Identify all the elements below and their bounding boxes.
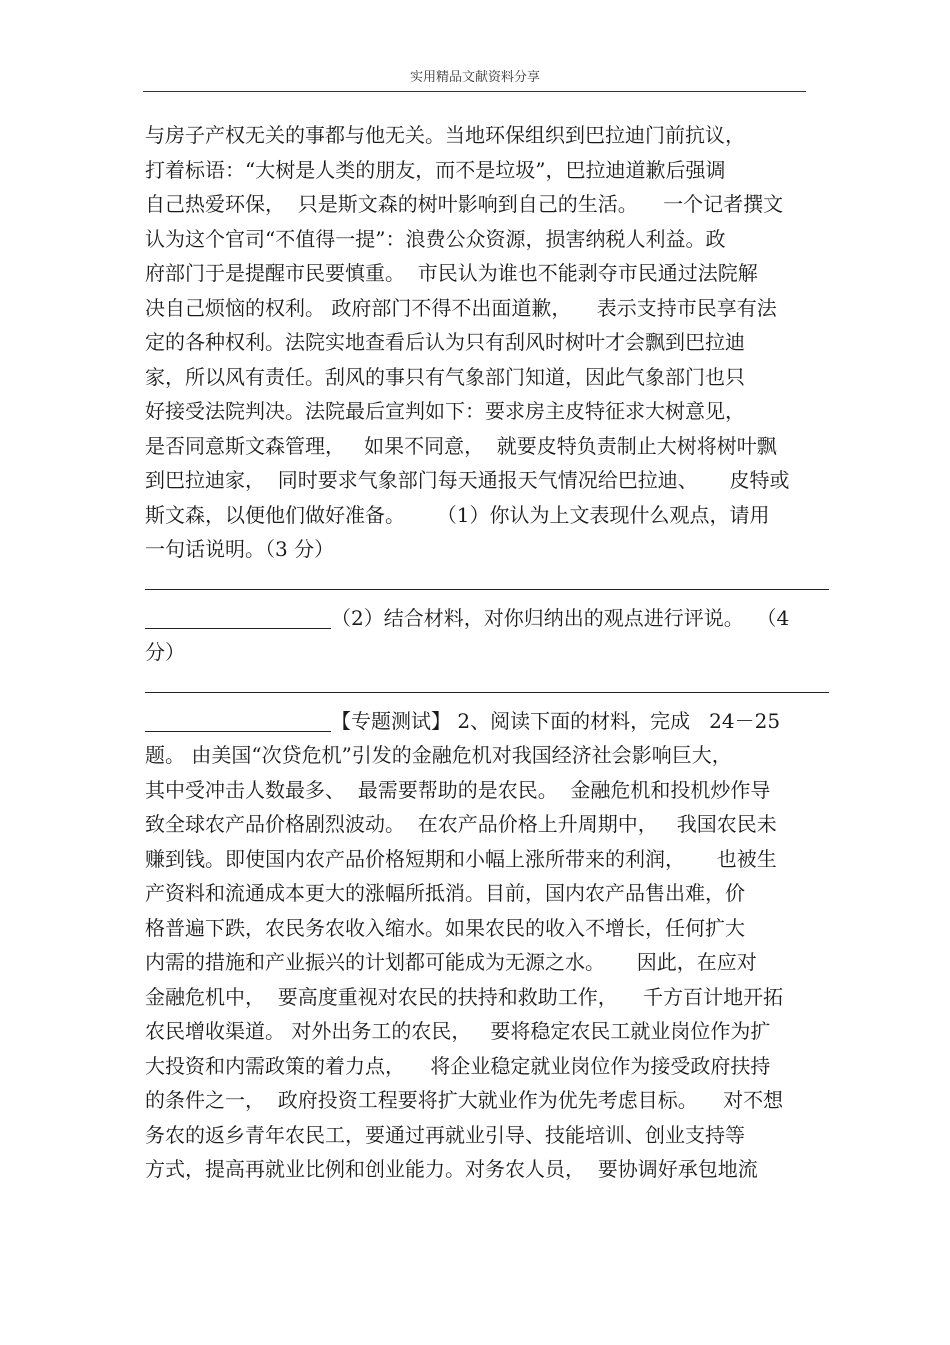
text-line: 一句话说明。（3 分） (145, 537, 335, 561)
text-line: 致全球农产品价格剧烈波动。 在农产品价格上升周期中， 我国农民未 (145, 812, 777, 836)
answer-blank[interactable] (145, 711, 331, 732)
text-line: 到巴拉迪家， 同时要求气象部门每天通报天气情况给巴拉迪、 皮特或 (145, 468, 790, 492)
answer-line-2[interactable] (145, 670, 845, 704)
question-3-text: 【专题测试】 2、阅读下面的材料，完成 24－25 (331, 708, 781, 733)
answer-line-1[interactable] (145, 567, 845, 601)
text-line: 方式，提高再就业比例和创业能力。对务农人员， 要协调好承包地流 (145, 1157, 758, 1181)
text-line: 其中受冲击人数最多、 最需要帮助的是农民。 金融危机和投机炒作导 (145, 777, 771, 802)
text-line: 是否同意斯文森管理， 如果不同意， 就要皮特负责制止大树将树叶飘 (145, 433, 777, 458)
text-line: 认为这个官司“不值得一提”：浪费公众资源，损害纳税人利益。政 (145, 226, 726, 251)
text-line: 府部门于是提醒市民要慎重。 市民认为谁也不能剥夺市民通过法院解 (145, 261, 758, 285)
text-line: 金融危机中， 要高度重视对农民的扶持和救助工作， 千方百计地开拓 (145, 984, 784, 1009)
text-line: 决自己烦恼的权利。 政府部门不得不出面道歉， 表示支持市民享有法 (145, 295, 777, 320)
text-line: 与房子产权无关的事都与他无关。当地环保组织到巴拉迪门前抗议， (145, 123, 745, 147)
header-divider (143, 91, 806, 92)
text-line: 分） (145, 640, 185, 664)
text-line: 题。 由美国“次贷危机”引发的金融危机对我国经济社会影响巨大， (145, 743, 732, 767)
answer-blank[interactable] (145, 608, 331, 629)
text-line: 打着标语：“大树是人类的朋友，而不是垃圾”，巴拉迪道歉后强调 (145, 157, 726, 182)
text-line: 产资料和流通成本更大的涨幅所抵消。目前，国内农产品售出难，价 (145, 881, 745, 905)
text-line: 格普遍下跌，农民务农收入缩水。如果农民的收入不增长，任何扩大 (145, 915, 745, 940)
answer-rule (145, 589, 829, 590)
text-line: 定的各种权利。法院实地查看后认为只有刮风时树叶才会飘到巴拉迪 (145, 330, 745, 354)
text-line: 的条件之一， 政府投资工程要将扩大就业作为优先考虑目标。 对不想 (145, 1088, 784, 1112)
question-2-text: （2）结合材料，对你归纳出的观点进行评说。 （4 (331, 605, 790, 630)
text-line: 内需的措施和产业振兴的计划都可能成为无源之水。 因此，在应对 (145, 950, 757, 974)
text-line: 斯文森，以便他们做好准备。 （1）你认为上文表现什么观点，请用 (145, 502, 770, 527)
answer-rule (145, 692, 829, 693)
text-line: 农民增收渠道。 对外出务工的农民， 要将稳定农民工就业岗位作为扩 (145, 1019, 771, 1043)
text-line: 务农的返乡青年农民工，要通过再就业引导、技能培训、创业支持等 (145, 1122, 745, 1147)
page-header: 实用精品文献资料分享 (409, 70, 540, 85)
text-line: 赚到钱。即使国内农产品价格短期和小幅上涨所带来的利润， 也被生 (145, 846, 777, 871)
question-2-line (145, 601, 845, 636)
text-line: 好接受法院判决。法院最后宣判如下：要求房主皮特征求大树意见， (145, 399, 745, 423)
text-line: 自己热爱环保， 只是斯文森的树叶影响到自己的生活。 一个记者撰文 (145, 192, 784, 216)
text-line: 大投资和内需政策的着力点， 将企业稳定就业岗位作为接受政府扶持 (145, 1053, 771, 1078)
text-line: 家，所以风有责任。刮风的事只有气象部门知道，因此气象部门也只 (145, 364, 745, 389)
document-body (145, 118, 845, 1187)
question-3-line (145, 704, 845, 739)
